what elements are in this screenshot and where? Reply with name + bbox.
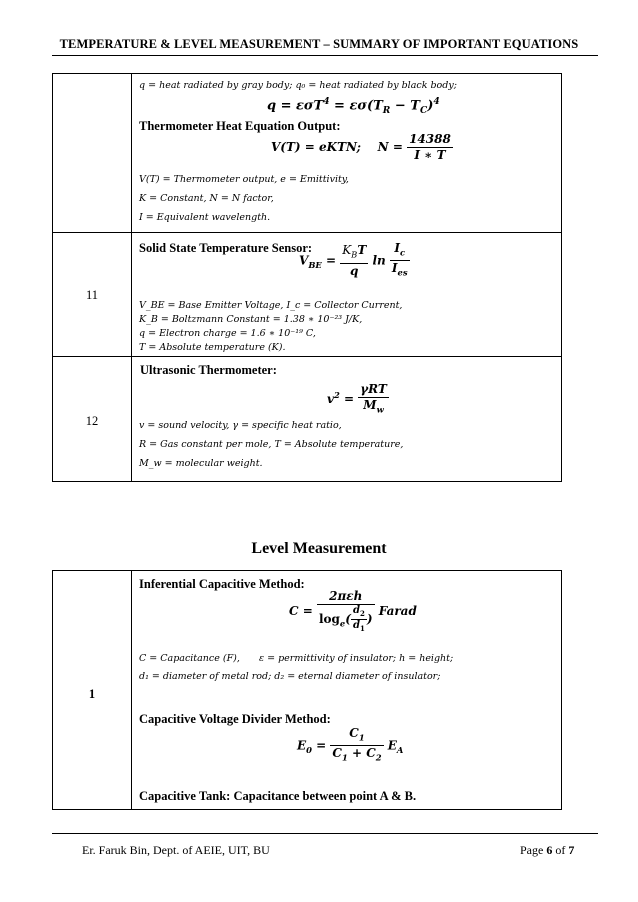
- table-row-12: [53, 357, 561, 481]
- solid-state-heading: Solid State Temperature Sensor:: [139, 241, 313, 255]
- current-page: 6: [546, 843, 553, 857]
- section-title: Level Measurement: [251, 540, 387, 557]
- column-divider: [131, 233, 132, 356]
- solid-state-definition-3: q = Electron charge = 1.6 ∗ 10⁻¹⁹ C,: [139, 328, 316, 339]
- voltage-divider-equation: $E_0$ = $\frac{C_1}{C_1 + C_2}$ $E_A$: [297, 726, 403, 766]
- thermometer-heading: Thermometer Heat Equation Output:: [139, 119, 341, 133]
- page-header: TEMPERATURE & LEVEL MEASUREMENT – SUMMARY OF IMPORTANT EQUATIONS: [59, 37, 579, 51]
- heat-definition-text: q = heat radiated by gray body; q₀ = heat radiated by black body;: [139, 80, 457, 91]
- footer-author: Er. Faruk Bin, Dept. of AEIE, UIT, BU: [82, 843, 270, 857]
- solid-state-equation: $V_{BE}$ = $\frac{K_BT}{q}$ ln $\frac{I_c}{I_{es}}$: [299, 241, 410, 281]
- capacitance-definition-2: d₁ = diameter of metal rod; d₂ = eternal diameter of insulator;: [139, 671, 441, 682]
- page-number: [520, 843, 574, 858]
- farad-unit: Farad: [378, 604, 417, 618]
- ultrasonic-definition-2: R = Gas constant per mole, T = Absolute temperature,: [139, 439, 404, 450]
- equations-table-temperature: [52, 73, 562, 482]
- row-content: [139, 571, 555, 809]
- thermometer-definition-2: K = Constant, N = N factor,: [139, 193, 274, 204]
- row-content: [139, 233, 555, 356]
- ultrasonic-heading: Ultrasonic Thermometer:: [140, 363, 277, 377]
- capacitive-tank-heading: Capacitive Tank: Capacitance between point A & B.: [139, 789, 417, 803]
- page-of: of: [552, 843, 569, 857]
- capacitance-definition-1a: C = Capacitance (F),: [139, 653, 240, 664]
- thermometer-definition-1: V(T) = Thermometer output, e = Emittivity,: [139, 174, 349, 185]
- footer-divider: [52, 833, 598, 834]
- row-number: 1: [88, 687, 96, 701]
- table-row-10: [53, 74, 561, 233]
- table-row-11: [53, 233, 561, 357]
- capacitance-definition-1b: ε = permittivity of insulator; h = height;: [259, 653, 454, 664]
- page-prefix: Page: [520, 843, 547, 857]
- thermometer-equation: V(T) = eKTN; N = $\frac{14388}{I ∗ T}$: [271, 132, 451, 162]
- capacitance-equation: C = 2πεh $\log_e$( $\frac{d_2}{d_1}$ ) Farad: [289, 589, 417, 633]
- header-divider: [52, 55, 598, 56]
- solid-state-definition-2: K_B = Boltzmann Constant = 1.38 ∗ 10⁻²³ J/K,: [139, 314, 363, 325]
- equations-table-level: [52, 570, 562, 810]
- solid-state-definition-4: T = Absolute temperature (K).: [139, 342, 286, 353]
- ultrasonic-equation: $v^2$ = $\frac{\text{γRT}}{M_w}$: [327, 382, 389, 417]
- row-content: [139, 357, 555, 481]
- column-divider: [131, 357, 132, 481]
- total-pages: 7: [568, 843, 575, 857]
- radiation-equation: $q = \varepsilon\sigma T^4 = \varepsilon\sigma(T_R - T_C)^4$: [267, 96, 440, 116]
- column-divider: [131, 571, 132, 809]
- column-divider: [131, 74, 132, 232]
- thermometer-definition-3: I = Equivalent wavelength.: [139, 212, 271, 223]
- ultrasonic-definition-3: M_w = molecular weight.: [139, 458, 263, 469]
- row-content: [139, 74, 555, 232]
- solid-state-definition-1: V_BE = Base Emitter Voltage, I_c = Collector Current,: [139, 300, 403, 311]
- ultrasonic-definition-1: v = sound velocity, γ = specific heat ratio,: [139, 420, 342, 431]
- row-number: 12: [85, 414, 99, 428]
- capacitive-method-heading: Inferential Capacitive Method:: [139, 577, 305, 591]
- voltage-divider-heading: Capacitive Voltage Divider Method:: [139, 712, 331, 726]
- row-number: 11: [85, 288, 99, 302]
- table-row-1: [53, 571, 561, 809]
